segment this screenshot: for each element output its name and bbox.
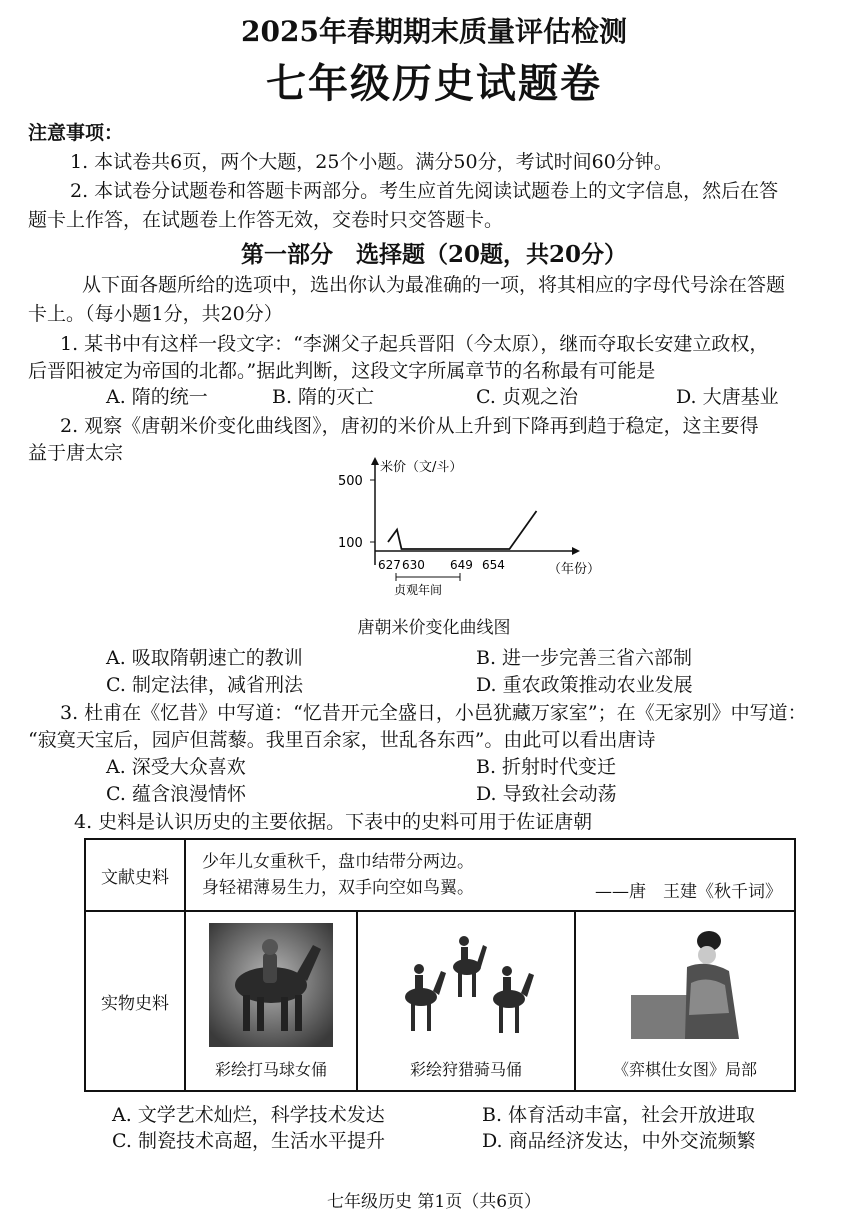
note-item-2: 2. 本试卷分试题卷和答题卡两部分。考生应首先阅读试题卷上的文字信息，然后在答 [70, 180, 779, 202]
artifact-caption-hunting: 彩绘狩猎骑马俑 [409, 1059, 522, 1079]
poem-line-2: 身轻裙薄易生力，双手向空如鸟翼。 [202, 878, 474, 898]
artifact-cell-painting [575, 911, 795, 1091]
q3-option-c: C. 蕴含浪漫情怀 [106, 783, 246, 805]
go-player-painting-image [625, 923, 745, 1047]
source-table [84, 838, 796, 1092]
q4-option-a: A. 文学艺术灿烂，科学技术发达 [112, 1104, 385, 1126]
q2-option-b: B. 进一步完善三省六部制 [476, 647, 693, 669]
table-label-documents: 文献史料 [85, 839, 185, 911]
q4-option-c: C. 制瓷技术高超，生活水平提升 [112, 1130, 385, 1152]
artifact-cell-polo [185, 911, 357, 1091]
x-axis-label: （年份） [548, 562, 601, 577]
q2-option-d: D. 重农政策推动农业发展 [476, 674, 693, 696]
artifact-cell-hunting [357, 911, 575, 1091]
q1-option-b: B. 隋的灭亡 [272, 386, 375, 408]
page-footer: 七年级历史 第1页（共6页） [326, 1192, 542, 1212]
price-series-line [388, 511, 537, 549]
artifact-caption-painting: 《弈棋仕女图》局部 [612, 1059, 757, 1079]
question-1-stem: 1. 某书中有这样一段文字：“李渊父子起兵晋阳（今太原），继而夺取长安建立政权， [60, 333, 769, 355]
q2-option-a: A. 吸取隋朝速亡的教训 [106, 647, 303, 669]
q4-option-d: D. 商品经济发达，中外交流频繁 [482, 1130, 756, 1152]
q1-option-c: C. 贞观之治 [476, 386, 578, 408]
polo-figurine-image [209, 923, 333, 1047]
note-item-1: 1. 本试卷共6页，两个大题，25个小题。满分50分，考试时间60分钟。 [70, 151, 673, 173]
question-1-stem-cont: 后晋阳被定为帝国的北都。”据此判断，这段文字所属章节的名称最有可能是 [28, 360, 656, 382]
section-title: 第一部分 选择题（20题，共20分） [240, 241, 627, 268]
hunting-figurines-image [391, 923, 541, 1047]
x-axis-arrow [572, 547, 580, 555]
chart-title: 唐朝米价变化曲线图 [357, 618, 511, 638]
question-4-stem: 4. 史料是认识历史的主要依据。下表中的史料可用于佐证唐朝 [74, 811, 593, 833]
q1-option-d: D. 大唐基业 [676, 386, 779, 408]
q2-option-c: C. 制定法律，减省刑法 [106, 674, 303, 696]
q3-option-b: B. 折射时代变迁 [476, 756, 617, 778]
poem-cell [185, 839, 795, 911]
poem-line-1: 少年儿女重秋千，盘巾结带分两边。 [202, 852, 474, 872]
q3-option-a: A. 深受大众喜欢 [106, 756, 246, 778]
x-tick-label-630: 630 [402, 558, 425, 572]
x-tick-label-627: 627 [378, 558, 401, 572]
q3-option-d: D. 导致社会动荡 [476, 783, 617, 805]
poem-source: ——唐 王建《秋千词》 [595, 882, 782, 902]
table-label-artifacts: 实物史料 [85, 911, 185, 1091]
rice-price-chart [330, 455, 630, 600]
note-item-2-cont: 题卡上作答，在试题卷上作答无效，交卷时只交答题卡。 [28, 209, 504, 231]
y-axis-label: 米价（文/斗） [380, 460, 463, 475]
notes-heading: 注意事项： [28, 122, 124, 144]
y-tick-label-100: 100 [338, 536, 363, 551]
q1-option-a: A. 隋的统一 [106, 386, 208, 408]
paper-title: 七年级历史试题卷 [266, 60, 602, 107]
reign-bracket-label: 贞观年间 [394, 583, 443, 597]
q4-option-b: B. 体育活动丰富，社会开放进取 [482, 1104, 756, 1126]
question-3-stem-cont: “寂寞天宝后，园庐但蒿藜。我里百余家，世乱各东西”。由此可以看出唐诗 [28, 729, 656, 751]
y-tick-label-500: 500 [338, 474, 363, 489]
section-instructions-cont: 卡上。（每小题1分，共20分） [28, 303, 283, 325]
x-tick-label-649: 649 [450, 558, 473, 572]
section-instructions: 从下面各题所给的选项中，选出你认为最准确的一项，将其相应的字母代号涂在答题 [82, 274, 786, 296]
x-tick-label-654: 654 [482, 558, 505, 572]
y-axis-arrow [371, 457, 379, 465]
exam-name: 2025年春期期末质量评估检测 [241, 15, 627, 48]
artifact-caption-polo: 彩绘打马球女俑 [214, 1059, 327, 1079]
question-3-stem: 3. 杜甫在《忆昔》中写道：“忆昔开元全盛日，小邑犹藏万家室”；在《无家别》中写道： [60, 702, 807, 724]
question-2-stem-cont: 益于唐太宗 [28, 442, 124, 464]
question-2-stem: 2. 观察《唐朝米价变化曲线图》，唐初的米价从上升到下降再到趋于稳定，这主要得 [60, 415, 759, 437]
